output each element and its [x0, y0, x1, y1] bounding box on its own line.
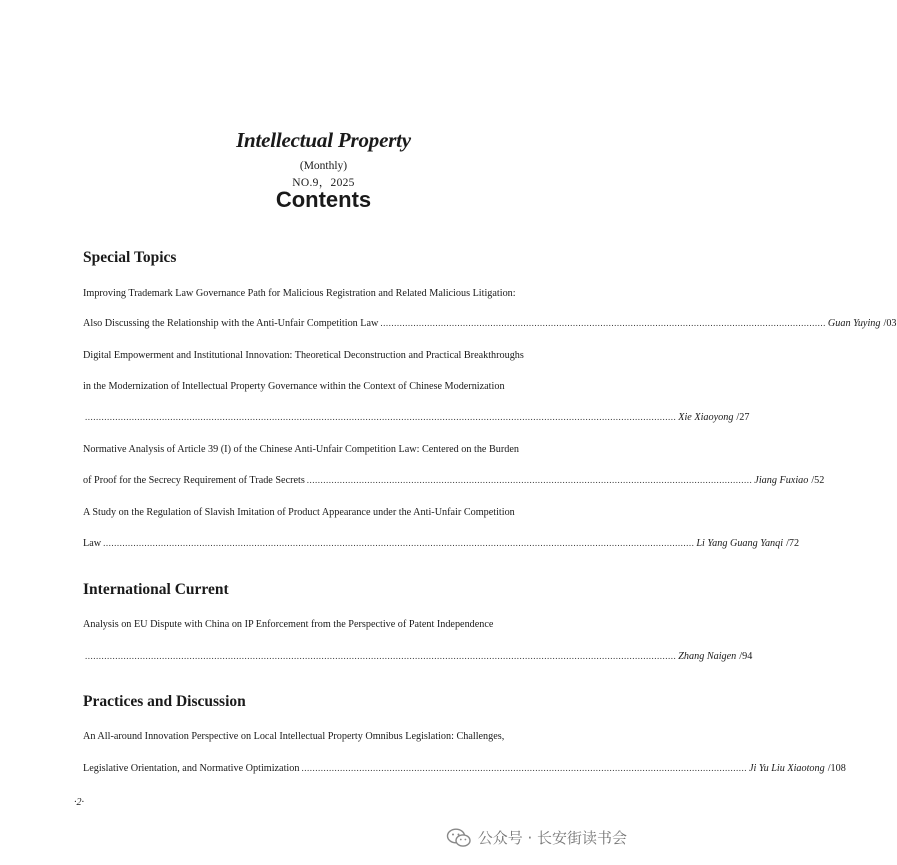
toc-entry-line: [83, 538, 800, 549]
toc-entry-line: in the Modernization of Intellectual Property Governance within the Context of Chinese Modernization: [83, 381, 505, 392]
toc-entry-author: Li Yang Guang Yanqi: [696, 538, 784, 549]
toc-entry-line: Digital Empowerment and Institutional Innovation: Theoretical Deconstruction and Practical Breakthroughs: [83, 350, 524, 361]
watermark: [446, 827, 627, 848]
contents-heading: Contents: [275, 187, 372, 212]
leader-dots: .......................................................................................................................................................................................................................: [85, 651, 677, 661]
toc-entry-line: [83, 475, 825, 486]
toc-entry-line: An All-around Innovation Perspective on Local Intellectual Property Omnibus Legislation: Challenges,: [83, 731, 505, 742]
issue-number: NO.9，2025: [292, 177, 355, 189]
toc-entry-page: /108: [827, 763, 846, 774]
toc-entry-page: /72: [786, 538, 800, 549]
section-title-international-current: International Current: [83, 581, 229, 598]
toc-entry-title: Also Discussing the Relationship with the Anti-Unfair Competition Law: [83, 318, 379, 329]
toc-entry-line: [83, 318, 897, 329]
toc-entry-line: A Study on the Regulation of Slavish Imitation of Product Appearance under the Anti-Unfair Competition: [83, 507, 515, 518]
leader-dots: ..................................................................................................................................................................: [306, 475, 753, 485]
leader-dots: ..................................................................................................................................................................: [301, 763, 747, 773]
toc-entry-line: Normative Analysis of Article 39 (I) of the Chinese Anti-Unfair Competition Law: Centered on the Burden: [83, 444, 519, 455]
journal-title: Intellectual Property: [236, 128, 411, 152]
toc-entry-title: Law: [83, 538, 102, 549]
leader-dots: .......................................................................................................................................................................................................................: [85, 412, 677, 422]
watermark-text: 公众号 · 长安街读书会: [477, 829, 627, 847]
leader-dots: ..................................................................................................................................................................: [380, 318, 826, 328]
toc-entry-line: Improving Trademark Law Governance Path for Malicious Registration and Related Malicious Litigation:: [83, 288, 516, 299]
toc-entry-line: [83, 763, 846, 774]
toc-entry-page: /03: [883, 318, 897, 329]
toc-entry-page: /27: [736, 412, 750, 423]
toc-entry-page: /94: [739, 651, 753, 662]
toc-entry-author: Zhang Naigen: [678, 651, 737, 662]
journal-frequency: (Monthly): [299, 160, 348, 172]
toc-entry-author: Jiang Fuxiao: [754, 475, 809, 486]
toc-entry-author: Ji Yu Liu Xiaotong: [748, 763, 825, 774]
section-title-special-topics: Special Topics: [83, 249, 177, 266]
toc-entry-page: /52: [811, 475, 825, 486]
toc-entry-line: Analysis on EU Dispute with China on IP Enforcement from the Perspective of Patent Independence: [83, 619, 494, 630]
section-title-practices-discussion: Practices and Discussion: [83, 693, 246, 710]
page-number: ·2·: [74, 797, 84, 808]
wechat-icon: [446, 828, 472, 848]
toc-entry-author: Guan Yuying: [827, 318, 881, 329]
toc-entry-title: of Proof for the Secrecy Requirement of Trade Secrets: [83, 475, 305, 486]
toc-entry-line: [83, 412, 750, 423]
leader-dots: .......................................................................................................................................................................................................................: [103, 538, 695, 548]
toc-entry-author: Xie Xiaoyong: [678, 412, 734, 423]
toc-entry-title: Legislative Orientation, and Normative Optimization: [83, 763, 300, 774]
toc-entry-line: [83, 651, 753, 662]
